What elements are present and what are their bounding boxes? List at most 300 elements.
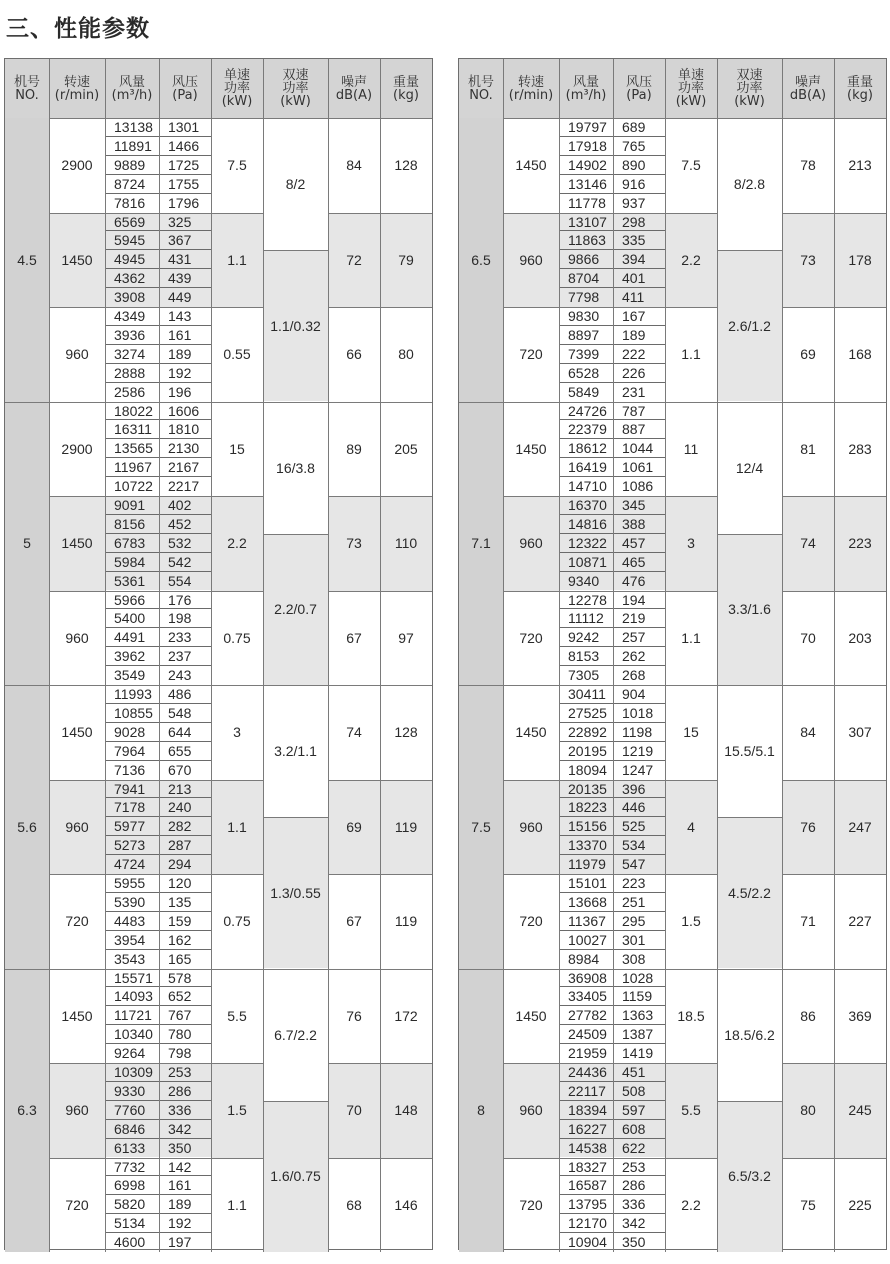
pressure-value: 286 (613, 1176, 665, 1195)
noise-cell: 73 (328, 496, 380, 591)
column-header: 重量 (kg) (392, 74, 419, 103)
pressure-value: 787 (613, 402, 665, 421)
pressure-value: 689 (613, 118, 665, 137)
noise-cell: 71 (800, 913, 816, 930)
pressure-value: 1363 (613, 1006, 665, 1025)
airflow-value: 7305 (568, 667, 600, 684)
airflow-value: 10340 (105, 1025, 159, 1044)
speed-cell: 720 (65, 1196, 89, 1213)
column-header: 转速 (r/min) (508, 74, 554, 103)
airflow-value: 5390 (105, 893, 159, 912)
pressure-value: 597 (613, 1101, 665, 1120)
pressure-value: 411 (613, 288, 665, 307)
pressure-value: 189 (613, 326, 665, 345)
airflow-value: 11112 (559, 609, 613, 628)
pressure-value: 287 (159, 836, 211, 855)
pressure-value: 161 (159, 326, 211, 345)
pressure-value: 2167 (159, 458, 211, 477)
airflow-value: 6133 (105, 1139, 159, 1158)
airflow-value: 21959 (568, 1045, 607, 1062)
pressure-value: 176 (159, 591, 211, 610)
row-divider (49, 213, 263, 214)
pressure-value: 350 (159, 1139, 211, 1158)
airflow-value: 8897 (559, 326, 613, 345)
pressure-value: 439 (159, 269, 211, 288)
pressure-value: 342 (613, 1214, 665, 1233)
pressure-value: 336 (613, 1195, 665, 1214)
pressure-value: 231 (622, 383, 646, 400)
weight-cell: 247 (834, 780, 886, 875)
pressure-value: 578 (159, 969, 211, 988)
pressure-value: 890 (613, 156, 665, 175)
weight-cell: 227 (848, 913, 872, 930)
airflow-value: 30411 (559, 685, 613, 704)
single-speed-power-cell: 1.1 (681, 629, 701, 646)
airflow-value: 8704 (559, 269, 613, 288)
pressure-value: 251 (613, 893, 665, 912)
airflow-value: 5984 (105, 553, 159, 572)
airflow-value: 15571 (105, 969, 159, 988)
row-divider (503, 307, 717, 308)
page-title: 三、性能参数 (6, 16, 150, 42)
pressure-value: 670 (168, 761, 192, 778)
noise-cell: 84 (346, 157, 362, 174)
airflow-value: 6569 (105, 213, 159, 232)
dual-speed-power-cell: 1.6/0.75 (263, 1101, 328, 1252)
pressure-value: 486 (159, 685, 211, 704)
airflow-value: 6528 (559, 364, 613, 383)
pressure-value: 525 (613, 817, 665, 836)
pressure-value: 219 (613, 609, 665, 628)
column-header: 双速 功率 (kW) (734, 68, 765, 109)
pressure-value: 336 (159, 1101, 211, 1120)
column-divider (665, 59, 666, 1252)
model-number-cell: 7.5 (459, 685, 503, 969)
speed-cell: 2900 (61, 157, 93, 174)
airflow-value: 8724 (105, 175, 159, 194)
airflow-value: 16227 (559, 1120, 613, 1139)
pressure-value: 253 (613, 1158, 665, 1177)
airflow-value: 9028 (105, 723, 159, 742)
airflow-value: 18327 (559, 1158, 613, 1177)
airflow-value: 3543 (114, 950, 146, 967)
weight-cell: 146 (394, 1196, 418, 1213)
single-speed-power-cell: 1.1 (227, 1196, 247, 1213)
single-speed-power-cell: 4 (665, 780, 717, 875)
airflow-value: 9091 (105, 496, 159, 515)
pressure-value: 253 (159, 1063, 211, 1082)
pressure-value: 342 (159, 1120, 211, 1139)
noise-cell: 86 (800, 1007, 816, 1024)
pressure-value: 233 (159, 628, 211, 647)
airflow-value: 13795 (559, 1195, 613, 1214)
airflow-value: 18223 (559, 798, 613, 817)
pressure-value: 1219 (613, 742, 665, 761)
pressure-value: 1755 (159, 175, 211, 194)
dual-speed-power-cell: 18.5/6.2 (724, 1026, 775, 1043)
row-divider (459, 402, 886, 403)
speed-cell: 1450 (515, 157, 547, 174)
model-number-cell: 7.1 (459, 402, 503, 686)
weight-cell: 79 (380, 213, 432, 308)
column-header: 风量 (m³/h) (565, 74, 607, 103)
airflow-value: 14538 (559, 1139, 613, 1158)
speed-cell: 1450 (515, 440, 547, 457)
pressure-value: 904 (613, 685, 665, 704)
airflow-value: 7941 (105, 780, 159, 799)
weight-cell: 213 (848, 157, 872, 174)
dual-speed-power-cell: 8/2.8 (733, 176, 766, 193)
airflow-value: 13668 (559, 893, 613, 912)
pressure-value: 1198 (613, 723, 665, 742)
model-number-cell: 6.5 (459, 118, 503, 402)
pressure-value: 301 (613, 931, 665, 950)
airflow-value: 4945 (105, 250, 159, 269)
single-speed-power-cell: 0.55 (223, 346, 251, 363)
speed-cell: 1450 (515, 724, 547, 741)
single-speed-power-cell: 1.1 (681, 346, 701, 363)
pressure-value: 1159 (613, 987, 665, 1006)
weight-cell: 225 (848, 1196, 872, 1213)
airflow-value: 13107 (559, 213, 613, 232)
pressure-value: 282 (159, 817, 211, 836)
pressure-value: 652 (159, 987, 211, 1006)
pressure-value: 1810 (159, 420, 211, 439)
airflow-value: 11778 (568, 194, 606, 211)
airflow-value: 6998 (105, 1176, 159, 1195)
airflow-value: 22379 (559, 420, 613, 439)
column-header: 重量 (kg) (846, 74, 873, 103)
airflow-value: 3549 (114, 667, 146, 684)
pressure-value: 2130 (159, 439, 211, 458)
airflow-value: 5400 (105, 609, 159, 628)
airflow-value: 36908 (559, 969, 613, 988)
row-divider (503, 591, 717, 592)
pressure-value: 1466 (159, 137, 211, 156)
speed-cell: 2900 (61, 440, 93, 457)
row-divider (717, 817, 782, 818)
performance-table-left (4, 58, 433, 1250)
airflow-value: 11967 (105, 458, 159, 477)
pressure-value: 508 (613, 1082, 665, 1101)
airflow-value: 15156 (559, 817, 613, 836)
dual-speed-power-cell: 3.3/1.6 (717, 534, 782, 685)
airflow-value: 27782 (559, 1006, 613, 1025)
airflow-value: 18022 (105, 402, 159, 421)
airflow-value: 14093 (105, 987, 159, 1006)
noise-cell: 89 (346, 440, 362, 457)
pressure-value: 916 (613, 175, 665, 194)
airflow-value: 5955 (105, 874, 159, 893)
noise-cell: 74 (782, 496, 834, 591)
row-divider (49, 780, 263, 781)
column-divider (782, 59, 783, 1252)
column-divider (328, 59, 329, 1252)
airflow-value: 7760 (105, 1101, 159, 1120)
pressure-value: 295 (613, 912, 665, 931)
speed-cell: 720 (65, 913, 89, 930)
dual-speed-power-cell: 16/3.8 (276, 459, 315, 476)
airflow-value: 22892 (559, 723, 613, 742)
airflow-value: 15101 (559, 874, 613, 893)
pressure-value: 532 (159, 534, 211, 553)
airflow-value: 9830 (559, 307, 613, 326)
noise-cell: 81 (800, 440, 816, 457)
single-speed-power-cell: 3 (233, 724, 241, 741)
weight-cell: 148 (380, 1063, 432, 1158)
single-speed-power-cell: 7.5 (227, 157, 247, 174)
column-header: 转速 (r/min) (54, 74, 100, 103)
noise-cell: 68 (346, 1196, 362, 1213)
dual-speed-power-cell: 15.5/5.1 (724, 743, 775, 760)
pressure-value: 457 (613, 534, 665, 553)
noise-cell: 69 (328, 780, 380, 875)
model-number-cell: 5 (5, 402, 49, 686)
single-speed-power-cell: 7.5 (681, 157, 701, 174)
weight-cell: 168 (848, 346, 872, 363)
airflow-value: 3962 (105, 647, 159, 666)
noise-cell: 75 (800, 1196, 816, 1213)
pressure-value: 2217 (168, 478, 200, 495)
row-divider (503, 780, 717, 781)
single-speed-power-cell: 15 (229, 440, 245, 457)
speed-cell: 720 (519, 346, 543, 363)
dual-speed-power-cell: 6.5/3.2 (717, 1101, 782, 1252)
noise-cell: 67 (346, 913, 362, 930)
airflow-value: 9340 (559, 572, 613, 591)
pressure-value: 622 (613, 1139, 665, 1158)
column-header: 风量 (m³/h) (111, 74, 153, 103)
pressure-value: 554 (159, 572, 211, 591)
dual-speed-power-cell: 1.3/0.55 (263, 817, 328, 968)
pressure-value: 1247 (622, 761, 654, 778)
row-divider (49, 874, 263, 875)
airflow-value: 9866 (559, 250, 613, 269)
airflow-value: 19797 (559, 118, 613, 137)
single-speed-power-cell: 1.5 (211, 1063, 263, 1158)
pressure-value: 194 (613, 591, 665, 610)
pressure-value: 222 (613, 345, 665, 364)
row-divider (5, 402, 432, 403)
airflow-value: 11367 (559, 912, 613, 931)
speed-cell: 960 (503, 213, 559, 308)
airflow-value: 20135 (559, 780, 613, 799)
airflow-value: 7816 (114, 194, 146, 211)
airflow-value: 7732 (105, 1158, 159, 1177)
pressure-value: 765 (613, 137, 665, 156)
pressure-value: 189 (159, 1195, 211, 1214)
pressure-value: 465 (613, 553, 665, 572)
pressure-value: 213 (159, 780, 211, 799)
pressure-value: 452 (159, 515, 211, 534)
pressure-value: 294 (159, 855, 211, 874)
row-divider (263, 817, 328, 818)
airflow-value: 5945 (105, 231, 159, 250)
single-speed-power-cell: 5.5 (227, 1007, 247, 1024)
airflow-value: 5849 (568, 383, 600, 400)
pressure-value: 192 (159, 364, 211, 383)
airflow-value: 4491 (105, 628, 159, 647)
airflow-value: 9242 (559, 628, 613, 647)
airflow-value: 7136 (114, 761, 146, 778)
pressure-value: 451 (613, 1063, 665, 1082)
row-divider (5, 685, 432, 686)
weight-cell: 369 (848, 1007, 872, 1024)
speed-cell: 960 (503, 1063, 559, 1158)
column-header: 单速 功率 (kW) (221, 68, 253, 109)
airflow-value: 2586 (114, 383, 146, 400)
noise-cell: 70 (800, 629, 816, 646)
noise-cell: 69 (800, 346, 816, 363)
noise-cell: 78 (800, 157, 816, 174)
speed-cell: 720 (519, 913, 543, 930)
noise-cell: 76 (346, 1007, 362, 1024)
pressure-value: 335 (613, 231, 665, 250)
airflow-value: 9264 (114, 1045, 146, 1062)
row-divider (503, 496, 717, 497)
row-divider (459, 969, 886, 970)
pressure-value: 162 (159, 931, 211, 950)
column-divider (559, 59, 560, 1252)
speed-cell: 1450 (515, 1007, 547, 1024)
dual-speed-power-cell: 8/2 (285, 176, 306, 193)
pressure-value: 197 (168, 1234, 192, 1251)
airflow-value: 7964 (105, 742, 159, 761)
airflow-value: 4600 (114, 1234, 146, 1251)
column-header: 机号 NO. (467, 74, 494, 103)
speed-cell: 960 (65, 346, 89, 363)
dual-speed-power-cell: 1.1/0.32 (263, 250, 328, 401)
weight-cell: 178 (834, 213, 886, 308)
airflow-value: 4483 (105, 912, 159, 931)
airflow-value: 13138 (105, 118, 159, 137)
airflow-value: 24436 (559, 1063, 613, 1082)
column-header: 双速 功率 (kW) (280, 68, 311, 109)
noise-cell: 72 (328, 213, 380, 308)
weight-cell: 205 (394, 440, 418, 457)
dual-speed-power-cell: 2.6/1.2 (717, 250, 782, 401)
pressure-value: 143 (159, 307, 211, 326)
pressure-value: 401 (613, 269, 665, 288)
weight-cell: 203 (848, 629, 872, 646)
dual-speed-power-cell: 3.2/1.1 (274, 743, 317, 760)
weight-cell: 80 (398, 346, 414, 363)
dual-speed-power-cell: 6.7/2.2 (274, 1026, 317, 1043)
noise-cell: 84 (800, 724, 816, 741)
pressure-value: 1086 (622, 478, 654, 495)
airflow-value: 11979 (559, 855, 613, 874)
pressure-value: 142 (159, 1158, 211, 1177)
model-number-cell: 6.3 (5, 969, 49, 1253)
pressure-value: 780 (159, 1025, 211, 1044)
airflow-value: 11891 (105, 137, 159, 156)
row-divider (49, 307, 263, 308)
noise-cell: 73 (782, 213, 834, 308)
pressure-value: 350 (622, 1234, 646, 1251)
pressure-value: 396 (613, 780, 665, 799)
row-divider (503, 1158, 717, 1159)
weight-cell: 97 (398, 629, 414, 646)
pressure-value: 388 (613, 515, 665, 534)
performance-table-right (458, 58, 887, 1250)
airflow-value: 7399 (559, 345, 613, 364)
airflow-value: 10904 (568, 1234, 607, 1251)
airflow-value: 8153 (559, 647, 613, 666)
airflow-value: 14902 (559, 156, 613, 175)
airflow-value: 5134 (105, 1214, 159, 1233)
pressure-value: 192 (159, 1214, 211, 1233)
column-divider (503, 59, 504, 1252)
speed-cell: 1450 (61, 724, 93, 741)
single-speed-power-cell: 1.1 (211, 780, 263, 875)
pressure-value: 548 (159, 704, 211, 723)
airflow-value: 13146 (559, 175, 613, 194)
column-header: 风压 (Pa) (171, 74, 198, 103)
pressure-value: 198 (159, 609, 211, 628)
pressure-value: 167 (613, 307, 665, 326)
pressure-value: 402 (159, 496, 211, 515)
pressure-value: 644 (159, 723, 211, 742)
single-speed-power-cell: 2.2 (211, 496, 263, 591)
single-speed-power-cell: 3 (665, 496, 717, 591)
pressure-value: 887 (613, 420, 665, 439)
airflow-value: 3954 (105, 931, 159, 950)
column-header: 风压 (Pa) (625, 74, 652, 103)
pressure-value: 165 (168, 950, 192, 967)
column-header: 机号 NO. (13, 74, 40, 103)
pressure-value: 286 (159, 1082, 211, 1101)
airflow-value: 5361 (105, 572, 159, 591)
pressure-value: 159 (159, 912, 211, 931)
pressure-value: 237 (159, 647, 211, 666)
pressure-value: 534 (613, 836, 665, 855)
airflow-value: 24509 (559, 1025, 613, 1044)
airflow-value: 10722 (114, 478, 153, 495)
column-divider (211, 59, 212, 1252)
weight-cell: 172 (394, 1007, 418, 1024)
airflow-value: 11993 (105, 685, 159, 704)
airflow-value: 18094 (568, 761, 607, 778)
pressure-value: 1018 (613, 704, 665, 723)
column-divider (105, 59, 106, 1252)
airflow-value: 10871 (559, 553, 613, 572)
single-speed-power-cell: 5.5 (665, 1063, 717, 1158)
row-divider (717, 534, 782, 535)
pressure-value: 547 (613, 855, 665, 874)
pressure-value: 223 (613, 874, 665, 893)
pressure-value: 226 (613, 364, 665, 383)
noise-cell: 70 (328, 1063, 380, 1158)
airflow-value: 13370 (559, 836, 613, 855)
pressure-value: 1301 (159, 118, 211, 137)
row-divider (263, 250, 328, 251)
airflow-value: 10855 (105, 704, 159, 723)
pressure-value: 767 (159, 1006, 211, 1025)
airflow-value: 5273 (105, 836, 159, 855)
weight-cell: 223 (834, 496, 886, 591)
airflow-value: 18394 (559, 1101, 613, 1120)
pressure-value: 325 (159, 213, 211, 232)
pressure-value: 431 (159, 250, 211, 269)
dual-speed-power-cell: 2.2/0.7 (263, 534, 328, 685)
noise-cell: 67 (346, 629, 362, 646)
speed-cell: 1450 (49, 213, 105, 308)
airflow-value: 22117 (559, 1082, 613, 1101)
column-header: 单速 功率 (kW) (675, 68, 707, 109)
airflow-value: 3274 (105, 345, 159, 364)
single-speed-power-cell: 0.75 (223, 629, 251, 646)
pressure-value: 367 (159, 231, 211, 250)
